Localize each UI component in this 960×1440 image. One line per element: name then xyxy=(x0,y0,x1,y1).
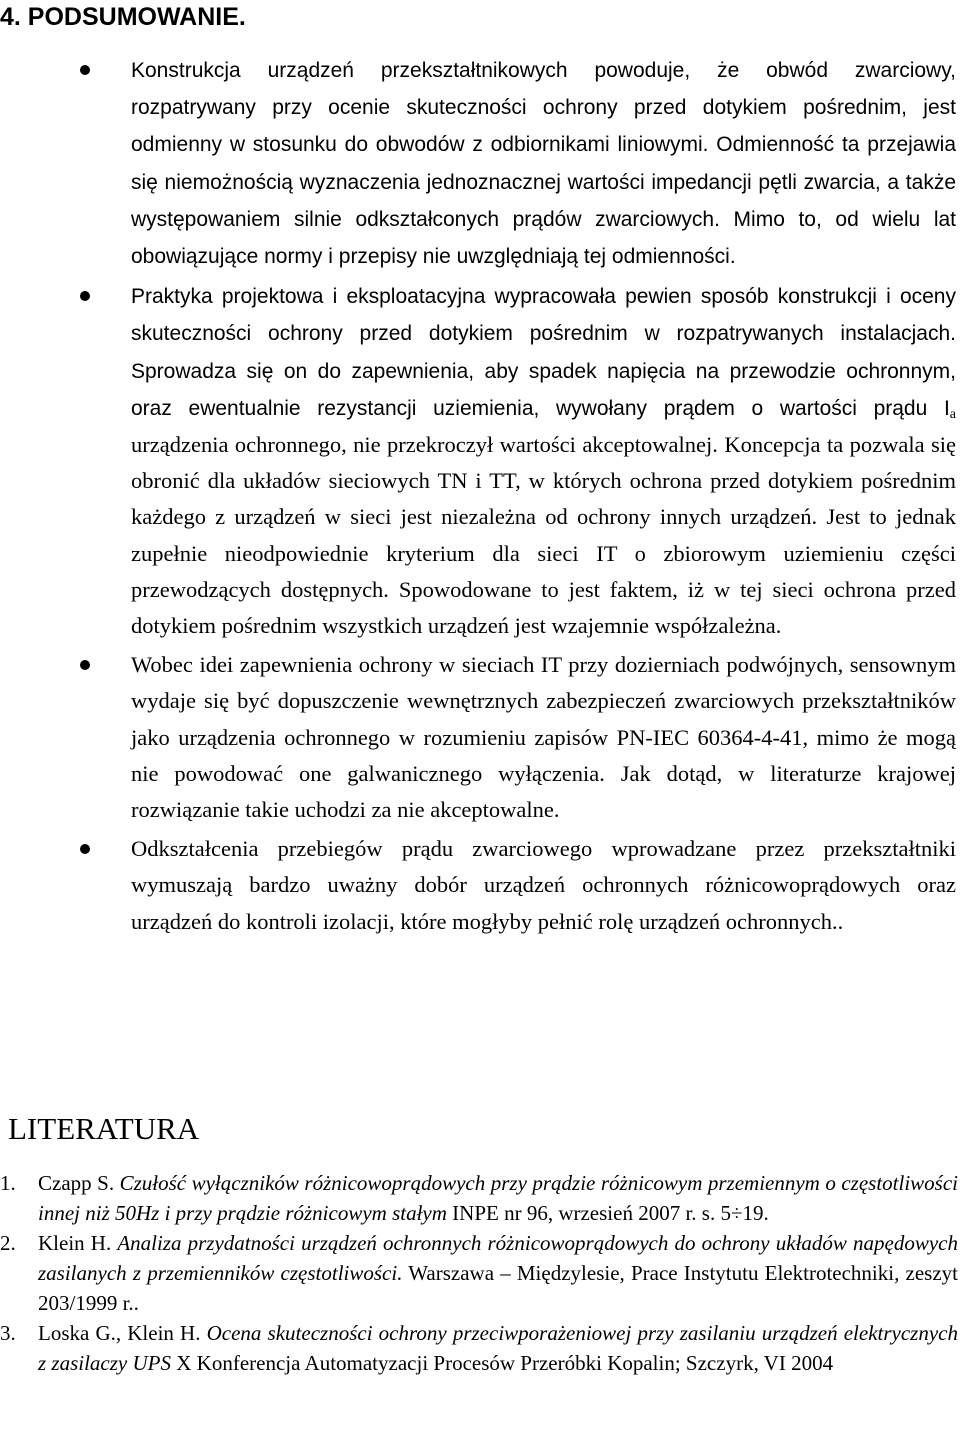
reference-number: 2. xyxy=(0,1231,16,1255)
bullet-dot-icon xyxy=(80,844,90,854)
reference-title: Ocena skuteczności ochrony przeciwporażeniowej przy zasilaniu urządzeń elektrycznych z zasilaczy UPS xyxy=(38,1321,958,1375)
bullet-dot-icon xyxy=(80,65,90,75)
reference-source: Warszawa – Międzylesie, Prace Instytutu Elektrotechniki, zeszyt 203/1999 r.. xyxy=(38,1261,958,1315)
bullet-text: Odkształcenia przebiegów prądu zwarciowego wprowadzane przez przekształtniki wymuszają bardzo uważny dobór urządzeń ochronnych różnicowoprądowych oraz urządzeń do kontroli izolacji, które mogłyby pełnić rolę urządzeń ochronnych.. xyxy=(131,836,956,934)
bullet-text-continued: urządzenia ochronnego, nie przekroczył wartości akceptowalnej. Koncepcja ta pozwala się obronić dla układów sieciowych TN i TT, w których ochrona przed dotykiem pośrednim każdego z urządzeń w sieci jest niezależna od ochrony innych urządzeń. Jest to jednak zupełnie nieodpowiednie kryterium dla sieci IT o zbiorowym uziemieniu części przewodzących dostępnych. Spowodowane to jest faktem, iż w tej sieci ochrona przed dotykiem pośrednim wszystkich urządzeń jest wzajemnie współzależna. xyxy=(131,432,956,639)
summary-bullet-list xyxy=(0,52,960,943)
bullet-text: Konstrukcja urządzeń przekształtnikowych powoduje, że obwód zwarciowy, rozpatrywany przy ocenie skuteczności ochrony przed dotykiem pośrednim, jest odmienny w stosunku do obwodów z odbiornikami liniowymi. Odmienność ta przejawia się niemożnością wyznaczenia jednoznacznej wartości impedancji pętli zwarcia, a także występowaniem silnie odkształconych prądów zwarciowych. Mimo to, od wielu lat obowiązujące normy i przepisy nie uwzględniają tej odmienności. xyxy=(131,59,956,269)
reference-author: Klein H. xyxy=(38,1231,118,1255)
reference-list xyxy=(0,1168,960,1378)
summary-bullet-4 xyxy=(0,831,960,940)
section-heading: 4. PODSUMOWANIE. xyxy=(0,3,246,31)
reference-item xyxy=(0,1168,960,1228)
summary-bullet-2 xyxy=(0,278,960,644)
reference-author: Czapp S. xyxy=(38,1171,120,1195)
bullet-dot-icon xyxy=(80,291,90,301)
reference-item xyxy=(0,1228,960,1318)
bullet-text: Praktyka projektowa i eksploatacyjna wypracowała pewien sposób konstrukcji i oceny skuteczności ochrony przed dotykiem pośrednim w rozpatrywanych instalacjach. Sprowadza się on do zapewnienia, aby spadek napięcia na przewodzie ochronnym, oraz ewentualnie rezystancji uziemienia, wywołany prądem o wartości prądu I xyxy=(131,285,956,420)
summary-bullet-1 xyxy=(0,52,960,275)
reference-source: INPE nr 96, wrzesień 2007 r. s. 5÷19. xyxy=(446,1201,769,1225)
literature-heading: LITERATURA xyxy=(8,1111,200,1146)
reference-number: 1. xyxy=(0,1171,16,1195)
bullet-dot-icon xyxy=(80,660,90,670)
reference-author: Loska G., Klein H. xyxy=(38,1321,207,1345)
reference-title: Czułość wyłączników różnicowoprądowych przy prądzie różnicowym przemiennym o częstotliwości innej niż 50Hz i przy prądzie różnicowym stałym xyxy=(38,1171,958,1225)
current-subscript: a xyxy=(949,406,956,422)
bullet-text: Wobec idei zapewnienia ochrony w sieciach IT przy dozierniach podwójnych, sensownym wydaje się być dopuszczenie wewnętrznych zabezpieczeń zwarciowych przekształtników jako urządzenia ochronnego w rozumieniu zapisów PN-IEC 60364-4-41, mimo że mogą nie powodować one galwanicznego wyłączenia. Jak dotąd, w literaturze krajowej rozwiązanie takie uchodzi za nie akceptowalne. xyxy=(131,652,956,823)
reference-title: Analiza przydatności urządzeń ochronnych różnicowoprądowych do ochrony układów napędowych zasilanych z przemienników częstotliwości. xyxy=(38,1231,958,1285)
reference-source: X Konferencja Automatyzacji Procesów Przeróbki Kopalin; Szczyrk, VI 2004 xyxy=(171,1351,834,1375)
summary-bullet-3 xyxy=(0,647,960,828)
reference-item xyxy=(0,1318,960,1378)
reference-number: 3. xyxy=(0,1321,16,1345)
